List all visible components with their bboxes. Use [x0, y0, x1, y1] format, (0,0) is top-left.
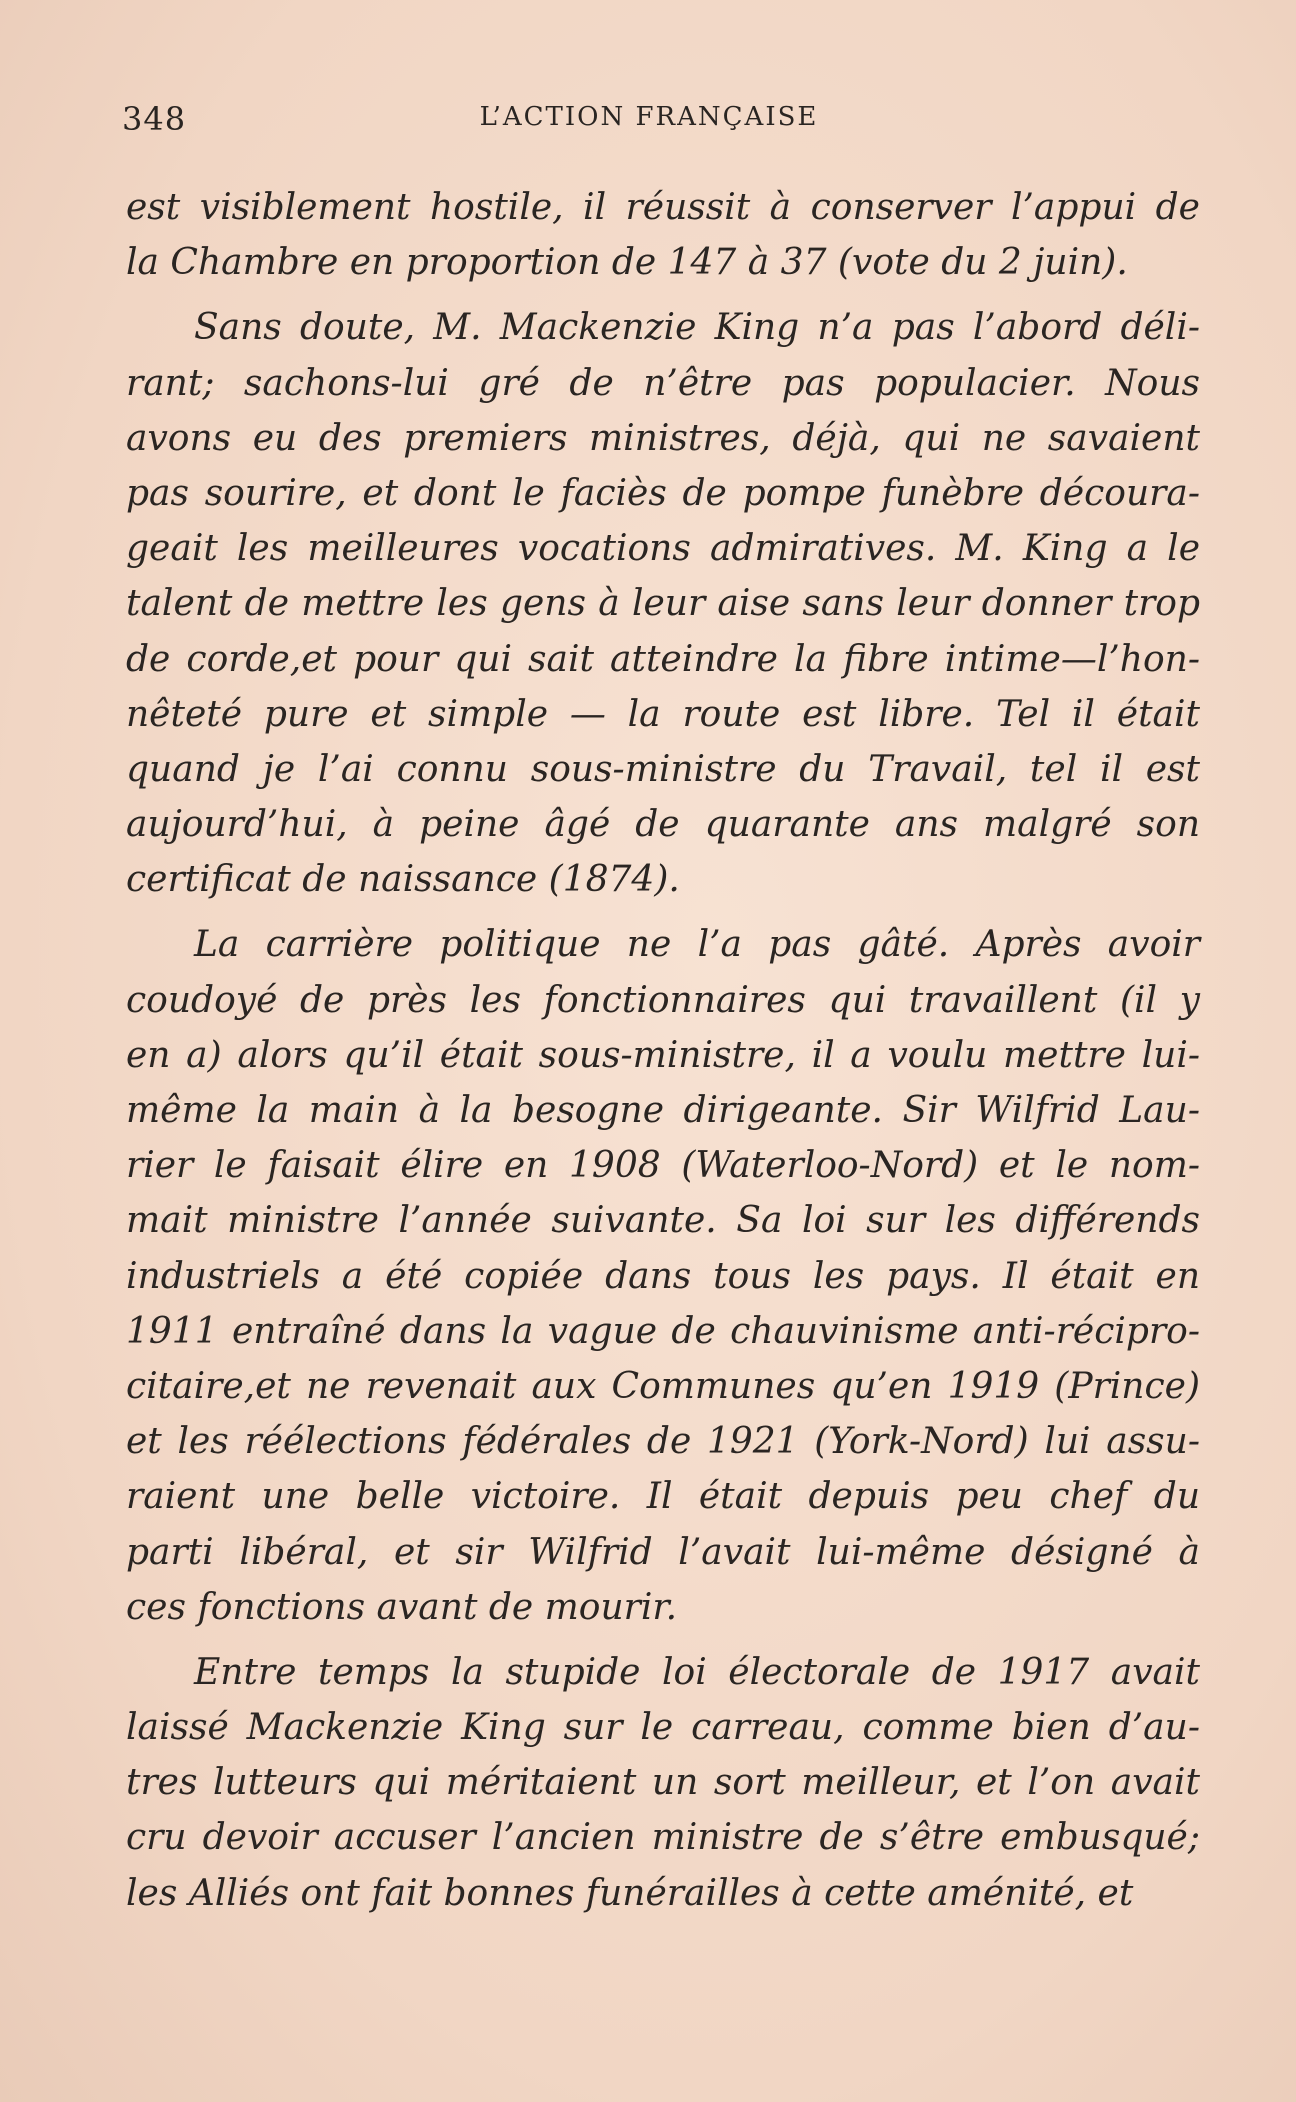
- text-line: coudoyé de près les fonctionnaires qui travaillent (il y: [126, 979, 1200, 1021]
- text-line: parti libéral, et sir Wilfrid l’avait lui-même désigné à: [126, 1531, 1200, 1573]
- text-line: pas sourire, et dont le faciès de pompe funèbre découra-: [126, 472, 1200, 514]
- running-title: L’ACTION FRANÇAISE: [479, 102, 819, 132]
- text-line: citaire,et ne revenait aux Communes qu’en 1919 (Prince): [126, 1365, 1200, 1407]
- text-line: est visiblement hostile, il réussit à conserver l’appui de: [126, 187, 1200, 228]
- paragraph: [126, 1645, 1200, 1921]
- text-line: quand je l’ai connu sous-ministre du Travail, tel il est: [126, 748, 1200, 790]
- text-line: certificat de naissance (1874).: [126, 859, 680, 901]
- page-number: 348: [122, 100, 187, 138]
- text-line: industriels a été copiée dans tous les pays. Il était en: [126, 1255, 1200, 1297]
- paragraph: [126, 180, 1200, 290]
- text-line: laissé Mackenzie King sur le carreau, comme bien d’au-: [126, 1707, 1200, 1749]
- text-line: avons eu des premiers ministres, déjà, qui ne savaient: [126, 417, 1200, 459]
- text-line: raient une belle victoire. Il était depuis peu chef du: [126, 1476, 1200, 1518]
- text-line: cru devoir accuser l’ancien ministre de s’être embusqué;: [126, 1817, 1200, 1859]
- text-line: rant; sachons-lui gré de n’être pas populacier. Nous: [126, 362, 1200, 404]
- text-line: tres lutteurs qui méritaient un sort meilleur, et l’on avait: [126, 1762, 1200, 1804]
- text-line: aujourd’hui, à peine âgé de quarante ans malgré son: [126, 804, 1200, 846]
- text-line: ces fonctions avant de mourir.: [126, 1586, 678, 1628]
- text-line: même la main à la besogne dirigeante. Sir Wilfrid Lau-: [126, 1090, 1200, 1131]
- text-line: Sans doute, M. Mackenzie King n’a pas l’abord déli-: [194, 307, 1200, 349]
- text-line: La carrière politique ne l’a pas gâté. Après avoir: [194, 924, 1200, 966]
- text-line: Entre temps la stupide loi électorale de 1917 avait: [194, 1651, 1200, 1693]
- text-line: 1911 entraîné dans la vague de chauvinisme anti-récipro-: [126, 1310, 1200, 1352]
- text-line: talent de mettre les gens à leur aise sans leur donner trop: [126, 583, 1200, 625]
- text-line: en a) alors qu’il était sous-ministre, il a voulu mettre lui-: [126, 1034, 1200, 1076]
- text-line: et les réélections fédérales de 1921 (York-Nord) lui assu-: [126, 1421, 1200, 1463]
- text-line: rier le faisait élire en 1908 (Waterloo-Nord) et le nom-: [126, 1145, 1200, 1187]
- text-line: mait ministre l’année suivante. Sa loi sur les différends: [126, 1200, 1200, 1242]
- body-text: [126, 180, 1200, 1931]
- paragraph: [126, 300, 1200, 907]
- paragraph: [126, 917, 1200, 1634]
- text-line: la Chambre en proportion de 147 à 37 (vote du 2 juin).: [126, 242, 1128, 284]
- text-line: les Alliés ont fait bonnes funérailles à cette aménité, et: [126, 1872, 1134, 1914]
- page-header: [122, 100, 1176, 140]
- text-line: geait les meilleures vocations admiratives. M. King a le: [126, 528, 1200, 570]
- text-line: de corde,et pour qui sait atteindre la fibre intime—l’hon-: [126, 638, 1200, 680]
- text-line: nêteté pure et simple — la route est libre. Tel il était: [126, 693, 1200, 735]
